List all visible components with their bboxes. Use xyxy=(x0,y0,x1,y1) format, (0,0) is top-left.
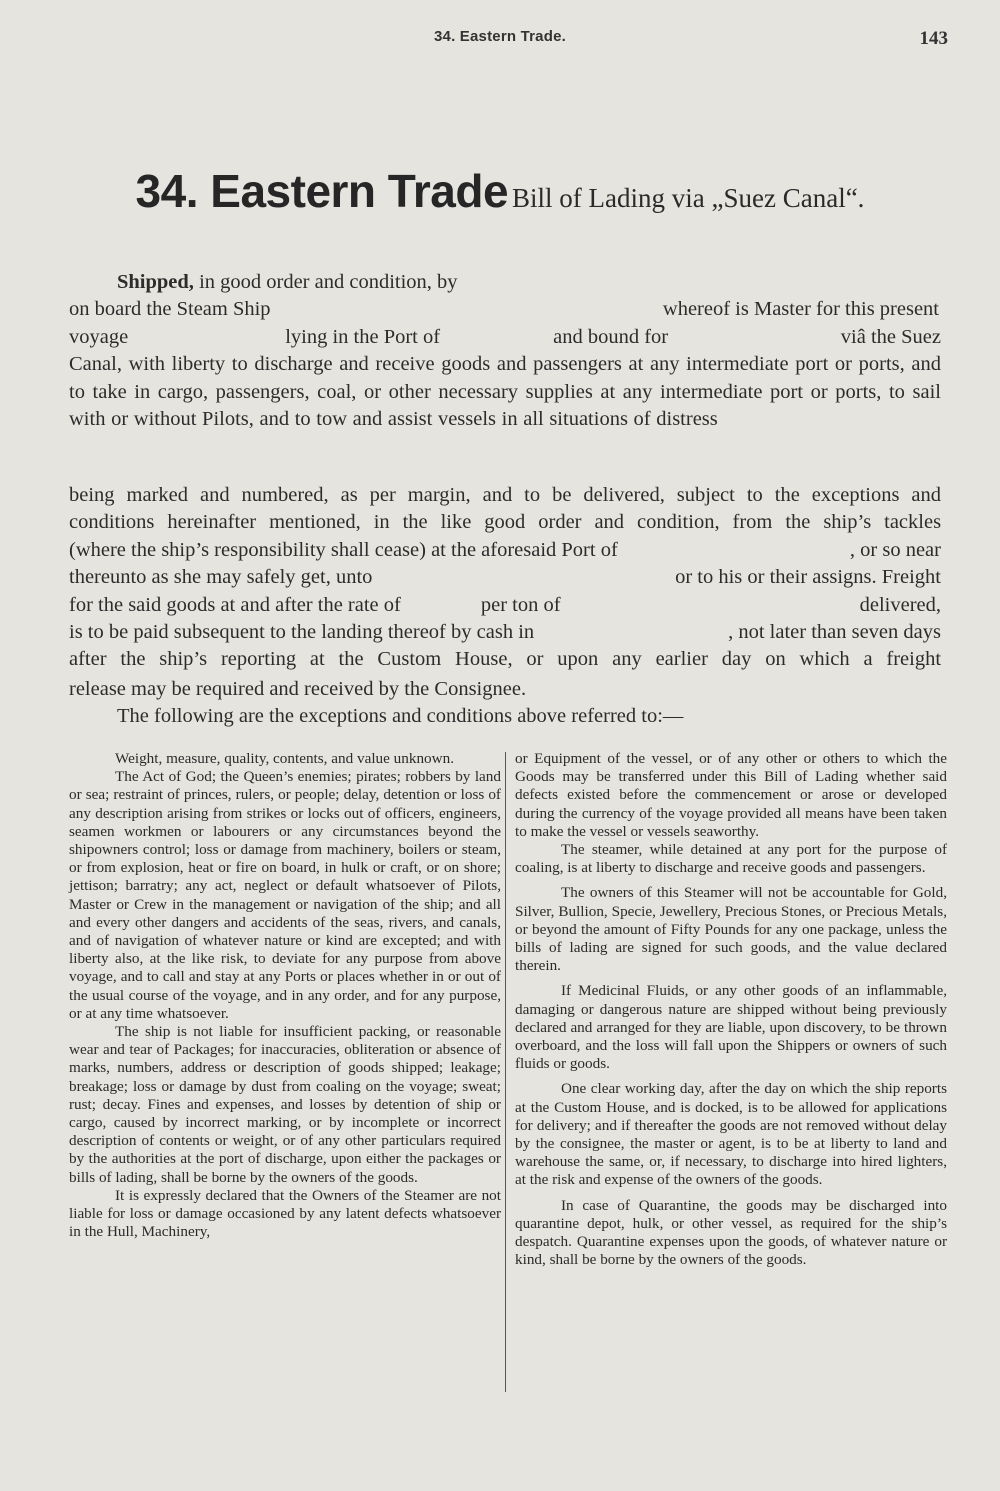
delivery-line-3a: (where the ship’s responsibility shall cease) at the aforesaid Port of xyxy=(69,538,618,561)
delivery-line-1: being marked and numbered, as per margin, and to be delivered, subject to the exceptions and xyxy=(69,484,942,506)
delivery-line-5b: per ton of xyxy=(480,593,561,616)
delivery-line-6b: , not later than seven days xyxy=(728,621,941,644)
column-divider xyxy=(505,752,506,1392)
title-main: 34. Eastern Trade xyxy=(135,165,509,217)
running-header xyxy=(0,28,1000,54)
condition-paragraph: The ship is not liable for insufficient packing, or reasonable wear and tear of Packages; for inaccuracies, obliteration or absence of marks, numbers, address or description of goods shipped; leakage; breakage; loss or damage by dust from coaling on the voyage; sweat; rust; decay. Fines and expenses, and losses by detention of ship or cargo, caused by incorrect marking, or by incomplete or incorrect description of contents or weight, or of any other particulars required by the authorities at the port of discharge, upon either the packages or bills of lading, shall be borne by the owners of the goods. xyxy=(69,1023,501,1186)
condition-paragraph: If Medicinal Fluids, or any other goods of an inflammable, damaging or dangerous nature are shipped without being previously declared and arranged for they are liable, upon discovery, to be thrown overboard, and the loss will fall upon the Shippers or owners of such fluids or goods. xyxy=(515,982,947,1073)
condition-paragraph: In case of Quarantine, the goods may be discharged into quarantine depot, hulk, or other vessel, as required for the ship’s despatch. Quarantine expenses upon the goods, of whatever nature or kind, shall be borne by the owners of the goods. xyxy=(515,1196,947,1269)
delivery-line-5a: for the said goods at and after the rate of xyxy=(69,593,401,616)
delivery-line-4a: thereunto as she may safely get, unto xyxy=(69,566,373,589)
conditions-intro: The following are the exceptions and conditions above referred to:— xyxy=(117,705,684,728)
preamble-master: whereof is Master for this present xyxy=(662,298,939,321)
delivery-paragraph xyxy=(69,482,941,731)
page-title xyxy=(0,164,1000,218)
delivery-line-5c: delivered, xyxy=(859,593,941,616)
delivery-line-4b: or to his or their assigns. Freight xyxy=(675,566,941,589)
delivery-line-8: release may be required and received by the Consignee. xyxy=(69,677,527,700)
preamble-port-of: lying in the Port of xyxy=(285,325,441,348)
conditions-left-column xyxy=(69,750,501,1241)
preamble-line-1: in good order and condition, by xyxy=(199,271,458,293)
page-number: 143 xyxy=(919,28,948,49)
preamble-steam-ship: on board the Steam Ship xyxy=(69,298,271,321)
delivery-line-6a: is to be paid subsequent to the landing thereof by cash in xyxy=(69,621,535,644)
preamble xyxy=(69,269,941,433)
preamble-voyage: voyage xyxy=(69,325,129,348)
delivery-line-7: after the ship’s reporting at the Custom House, or upon any earlier day on which a freight xyxy=(69,648,942,671)
preamble-bound-for: and bound for xyxy=(553,325,669,348)
condition-paragraph: The steamer, while detained at any port for the purpose of coaling, is at liberty to discharge and receive goods and passengers. xyxy=(515,841,947,877)
delivery-line-2: conditions hereinafter mentioned, in the like good order and condition, from the ship’s tackles xyxy=(69,511,942,534)
preamble-rest: Canal, with liberty to discharge and receive goods and passengers at any intermediate port or ports, and to take in cargo, passengers, coal, or other necessary supplies at any intermediate port or ports, to sail with or without Pilots, and to tow and assist vessels in all situations of distress xyxy=(69,353,941,431)
preamble-via-suez: viâ the Suez xyxy=(840,325,941,348)
delivery-line-3b: , or so near xyxy=(849,538,941,561)
shipped-word: Shipped, xyxy=(117,271,194,293)
condition-paragraph: It is expressly declared that the Owners of the Steamer are not liable for loss or damage occasioned by any latent defects whatsoever in the Hull, Machinery, xyxy=(69,1186,501,1241)
condition-paragraph: Weight, measure, quality, contents, and value unknown. xyxy=(115,750,455,767)
condition-paragraph: or Equipment of the vessel, or of any other or others to which the Goods may be transferred under this Bill of Lading whether said defects existed before the commencement or arose or developed during the currency of the voyage provided all means have been taken to make the vessel or vessels seaworthy. xyxy=(515,750,947,840)
condition-paragraph: One clear working day, after the day on which the ship reports at the Custom House, and is docked, is to be allowed for applications for delivery; and if thereafter the goods are not removed without delay by the consignee, the master or agent, is to be at liberty to land and warehouse the same, or, if necessary, to discharge into hired lighters, at the risk and expense of the owners of the goods. xyxy=(515,1080,947,1189)
condition-paragraph: The owners of this Steamer will not be accountable for Gold, Silver, Bullion, Specie, Jewellery, Precious Stones, or Precious Metals, or beyond the amount of Fifty Pounds for any one package, unless the bills of lading are signed for such goods, and the value declared therein. xyxy=(515,884,947,975)
running-header-title: 34. Eastern Trade. xyxy=(433,28,566,45)
condition-paragraph: The Act of God; the Queen’s enemies; pirates; robbers by land or sea; restraint of princes, rulers, or people; delay, detention or loss of any description arising from strikes or locks out of officers, engineers, seamen workmen or labourers or any circumstances beyond the shipowners control; loss or damage from machinery, boilers or steam, or from explosion, heat or fire on board, in hulk or craft, or on shore; jettison; barratry; any act, neglect or default whatsoever of Pilots, Master or Crew in the management or navigation of the ship; and all and every other dangers and accidents of the seas, rivers, and canals, and of navigation of whatever nature or kind are excepted; and with liberty also, at the like risk, to deviate for any purpose from above voyage, and to call and stay at any Ports or places whether in or out of the usual course of the voyage, and in any order, and for any purpose, or at any time whatsoever. xyxy=(69,768,501,1022)
conditions-right-column xyxy=(515,750,947,1269)
title-rest: Bill of Lading via „Suez Canal“. xyxy=(512,183,865,213)
